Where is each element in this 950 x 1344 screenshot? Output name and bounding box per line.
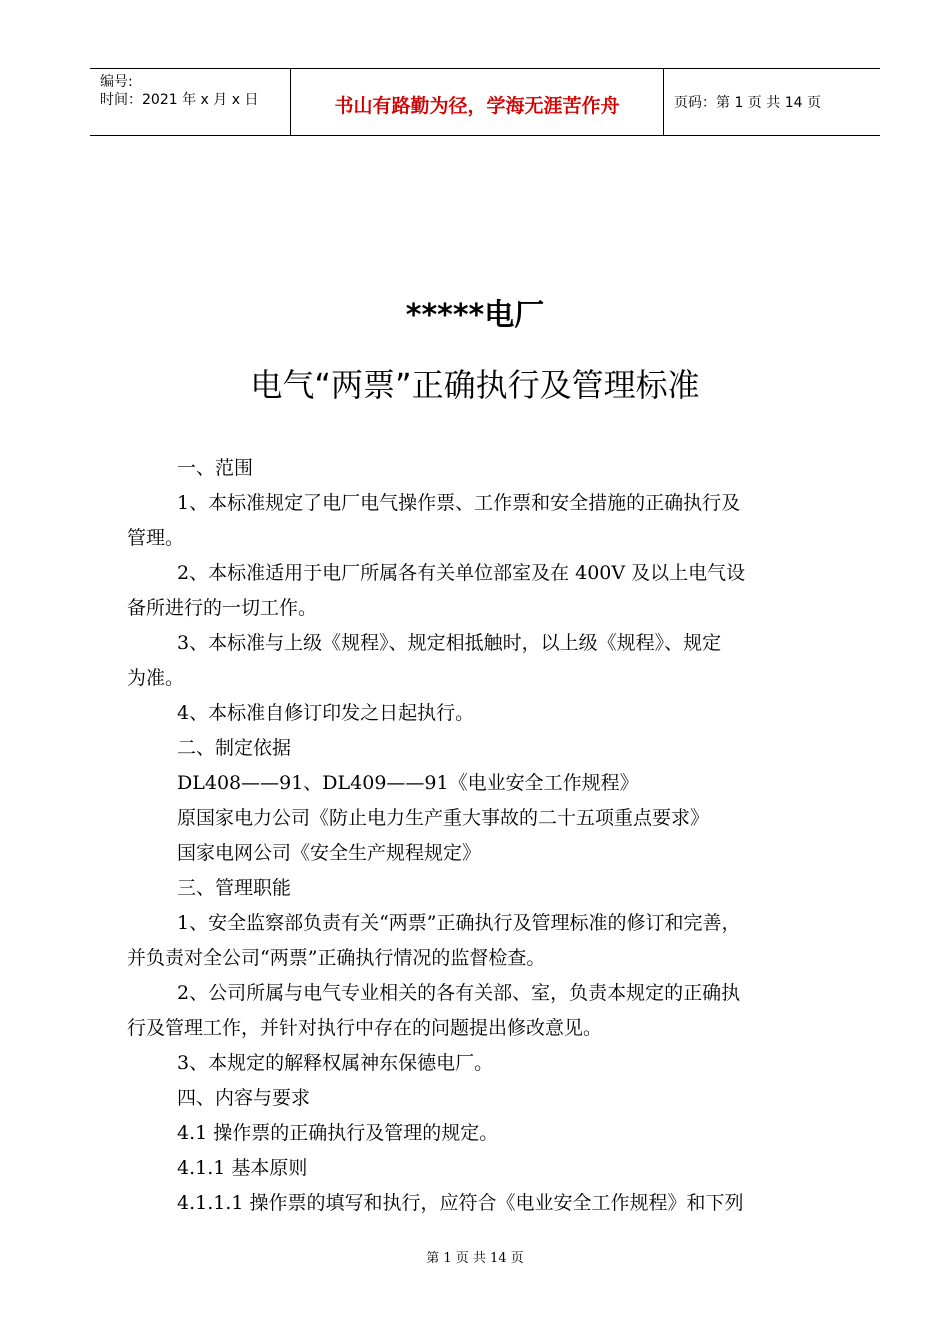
- paragraph-line: 4.1.1 基本原则: [177, 1157, 308, 1179]
- paragraph-line: 2、公司所属与电气专业相关的各有关部、室，负责本规定的正确执: [177, 982, 741, 1004]
- paragraph-line: 4、本标准自修订印发之日起执行。: [177, 702, 475, 724]
- paragraph-line: 3、本标准与上级《规程》、规定相抵触时，以上级《规程》、规定: [177, 632, 722, 654]
- header-motto-cell: [290, 69, 664, 135]
- motto-text: 书山有路勤为径，学海无涯苦作舟: [334, 95, 620, 117]
- page-label: 页码：第 1 页 共 14 页: [674, 95, 821, 111]
- number-label: 编号:: [100, 74, 133, 90]
- paragraph-line: 并负责对全公司“两票”正确执行情况的监督检查。: [127, 947, 546, 969]
- section-heading-content: 四、内容与要求: [177, 1087, 311, 1109]
- document-title-line2: 电气“两票”正确执行及管理标准: [250, 366, 700, 404]
- paragraph-line: 2、本标准适用于电厂所属各有关单位部室及在 400V 及以上电气设: [177, 562, 746, 584]
- header-left-cell: [90, 69, 290, 135]
- paragraph-line: 4.1.1.1 操作票的填写和执行，应符合《电业安全工作规程》和下列: [177, 1192, 744, 1214]
- paragraph-line: 管理。: [127, 527, 185, 549]
- paragraph-line: 1、安全监察部负责有关“两票”正确执行及管理标准的修订和完善，: [177, 912, 741, 934]
- paragraph-line: DL408——91、DL409——91《电业安全工作规程》: [177, 772, 639, 794]
- paragraph-line: 4.1 操作票的正确执行及管理的规定。: [177, 1122, 499, 1144]
- header-table: [90, 68, 880, 136]
- section-heading-functions: 三、管理职能: [177, 877, 292, 899]
- paragraph-line: 国家电网公司《安全生产规程规定》: [177, 842, 482, 864]
- paragraph-line: 原国家电力公司《防止电力生产重大事故的二十五项重点要求》: [177, 807, 710, 829]
- header-right-cell: [664, 69, 880, 135]
- paragraph-line: 3、本规定的解释权属神东保德电厂。: [177, 1052, 494, 1074]
- paragraph-line: 备所进行的一切工作。: [127, 597, 318, 619]
- time-label: 时间：2021 年 x 月 x 日: [100, 92, 259, 108]
- paragraph-line: 1、本标准规定了电厂电气操作票、工作票和安全措施的正确执行及: [177, 492, 741, 514]
- section-heading-basis: 二、制定依据: [177, 737, 292, 759]
- document-title-line1: *****电厂: [405, 298, 545, 333]
- paragraph-line: 为准。: [127, 667, 185, 689]
- page-footer: 第 1 页 共 14 页: [426, 1251, 524, 1266]
- paragraph-line: 行及管理工作，并针对执行中存在的问题提出修改意见。: [127, 1017, 603, 1039]
- section-heading-scope: 一、范围: [177, 457, 254, 479]
